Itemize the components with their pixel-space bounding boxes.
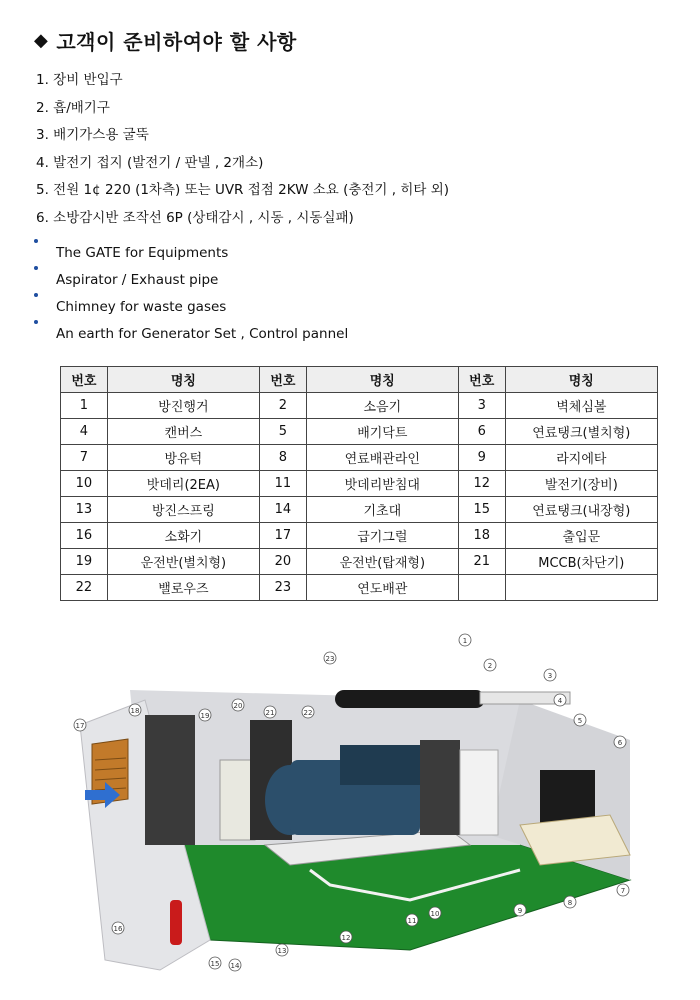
table-row (61, 523, 658, 549)
english-note-text: Aspirator / Exhaust pipe (56, 272, 219, 288)
callout-label: 1 (462, 637, 468, 645)
column-header-number: 번호 (61, 367, 108, 393)
callout-label: 20 (233, 702, 243, 710)
callout-label: 4 (557, 697, 563, 705)
part-number-cell: 19 (61, 549, 108, 575)
part-name-cell: 운전반(별치형) (107, 549, 259, 575)
part-number-cell: 5 (259, 419, 306, 445)
column-header-name: 명칭 (306, 367, 458, 393)
bullet-icon (34, 266, 38, 270)
part-number-cell: 18 (458, 523, 505, 549)
part-number-cell: 10 (61, 471, 108, 497)
generator-room-illustration (50, 630, 650, 980)
engine-block (340, 745, 430, 785)
english-note (34, 242, 348, 269)
bullet-icon (34, 293, 38, 297)
part-number-cell: 15 (458, 497, 505, 523)
part-number-cell: 1 (61, 393, 108, 419)
callout-label: 12 (341, 934, 351, 942)
callout-label: 21 (265, 709, 275, 717)
callout-label: 11 (407, 917, 417, 925)
table-header-row (61, 367, 658, 393)
part-number-cell: 12 (458, 471, 505, 497)
callout-label: 7 (620, 887, 626, 895)
english-note-text: Chimney for waste gases (56, 299, 227, 315)
section-heading (34, 26, 297, 55)
part-name-cell: 라지에타 (505, 445, 657, 471)
part-name-cell: 연도배관 (306, 575, 458, 601)
english-note (34, 269, 348, 296)
part-number-cell: 21 (458, 549, 505, 575)
part-name-cell: 기초대 (306, 497, 458, 523)
part-number-cell: 20 (259, 549, 306, 575)
part-name-cell: 밧데리(2EA) (107, 471, 259, 497)
part-name-cell: 연료배관라인 (306, 445, 458, 471)
part-number-cell: 8 (259, 445, 306, 471)
table-row (61, 393, 658, 419)
callout-label: 19 (200, 712, 210, 720)
callout-label: 5 (577, 717, 583, 725)
callout-label: 17 (75, 722, 85, 730)
part-name-cell: 출입문 (505, 523, 657, 549)
part-name-cell: MCCB(차단기) (505, 549, 657, 575)
part-number-cell: 3 (458, 393, 505, 419)
requirement-item: 6. 소방감시반 조작선 6P (상태감시 , 시동 , 시동실패) (36, 209, 354, 226)
part-name-cell: 배기닥트 (306, 419, 458, 445)
callout-label: 3 (547, 672, 553, 680)
part-number-cell: 4 (61, 419, 108, 445)
callout-label: 2 (487, 662, 493, 670)
callout-label: 10 (430, 910, 440, 918)
callout-label: 23 (325, 655, 335, 663)
part-name-cell: 소화기 (107, 523, 259, 549)
english-note-text: The GATE for Equipments (56, 245, 229, 261)
part-name-cell (505, 575, 657, 601)
part-name-cell: 밸로우즈 (107, 575, 259, 601)
callout-label: 14 (230, 962, 240, 970)
callout-label: 18 (130, 707, 140, 715)
table-row (61, 549, 658, 575)
part-name-cell: 급기그럴 (306, 523, 458, 549)
column-header-number: 번호 (259, 367, 306, 393)
part-number-cell: 22 (61, 575, 108, 601)
english-note-text: An earth for Generator Set , Control pannel (56, 326, 349, 342)
radiator (420, 740, 460, 835)
requirement-item: 3. 배기가스용 굴뚝 (36, 127, 149, 143)
part-name-cell: 밧데리받침대 (306, 471, 458, 497)
part-number-cell: 14 (259, 497, 306, 523)
parts-table (60, 366, 658, 601)
part-number-cell: 11 (259, 471, 306, 497)
callout-label: 13 (277, 947, 287, 955)
generator-room-diagram (50, 630, 650, 980)
part-name-cell: 벽체심볼 (505, 393, 657, 419)
part-number-cell: 7 (61, 445, 108, 471)
callout-label: 15 (210, 960, 220, 968)
fire-extinguisher (170, 900, 182, 945)
table-row (61, 471, 658, 497)
part-name-cell: 방유턱 (107, 445, 259, 471)
requirements-list (36, 70, 449, 235)
part-name-cell: 방진스프링 (107, 497, 259, 523)
part-number-cell: 16 (61, 523, 108, 549)
part-name-cell: 연료탱크(내장형) (505, 497, 657, 523)
requirement-item: 4. 발전기 접지 (발전기 / 판넬 , 2개소) (36, 154, 264, 171)
part-number-cell: 23 (259, 575, 306, 601)
callout-label: 6 (617, 739, 623, 747)
column-header-name: 명칭 (107, 367, 259, 393)
part-number-cell: 17 (259, 523, 306, 549)
bullet-icon (34, 320, 38, 324)
english-note (34, 323, 348, 350)
english-note (34, 296, 348, 323)
callout-label: 8 (567, 899, 573, 907)
control-panel (220, 760, 255, 840)
table-row (61, 445, 658, 471)
part-name-cell: 운전반(탑재형) (306, 549, 458, 575)
table-row (61, 575, 658, 601)
callout-label: 9 (517, 907, 523, 915)
exhaust-duct (460, 750, 498, 835)
part-name-cell: 소음기 (306, 393, 458, 419)
fuel-tank (540, 770, 595, 825)
part-name-cell: 연료탱크(별치형) (505, 419, 657, 445)
part-number-cell: 9 (458, 445, 505, 471)
requirement-item: 1. 장비 반입구 (36, 72, 123, 88)
requirement-item: 2. 흡/배기구 (36, 99, 110, 116)
column-header-number: 번호 (458, 367, 505, 393)
table-row (61, 497, 658, 523)
part-number-cell: 2 (259, 393, 306, 419)
diamond-icon: ◆ (34, 30, 49, 51)
column-header-name: 명칭 (505, 367, 657, 393)
part-name-cell: 방진행거 (107, 393, 259, 419)
requirement-item: 5. 전원 1¢ 220 (1차측) 또는 UVR 접점 2KW 소요 (충전기 , 히타 외) (36, 182, 450, 198)
table-row (61, 419, 658, 445)
entrance-door (145, 715, 195, 845)
part-name-cell: 발전기(장비) (505, 471, 657, 497)
silencer (335, 690, 485, 708)
english-notes-list (34, 242, 348, 350)
callout-label: 22 (303, 709, 313, 717)
part-number-cell (458, 575, 505, 601)
part-number-cell: 6 (458, 419, 505, 445)
section-title: 고객이 준비하여야 할 사항 (56, 30, 297, 54)
part-name-cell: 캔버스 (107, 419, 259, 445)
callout-label: 16 (113, 925, 123, 933)
bullet-icon (34, 239, 38, 243)
part-number-cell: 13 (61, 497, 108, 523)
